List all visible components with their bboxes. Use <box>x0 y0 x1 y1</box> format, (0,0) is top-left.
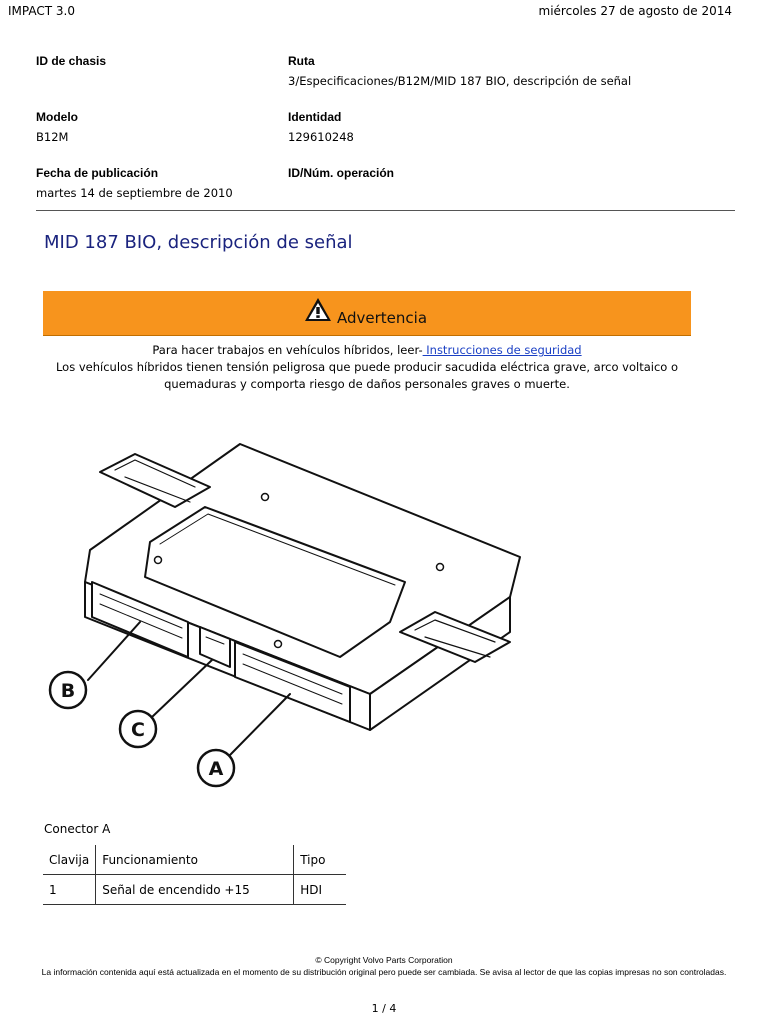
model-value: B12M <box>36 130 69 144</box>
page-title: MID 187 BIO, descripción de señal <box>44 232 353 253</box>
column-header-pin: Clavija <box>43 845 96 875</box>
warning-banner <box>43 291 691 336</box>
cell-type: HDI <box>300 882 323 897</box>
cell-function: Señal de encendido +15 <box>96 875 294 905</box>
disclaimer: La información contenida aquí está actualizada en el momento de su distribución original pero puede ser cambiada. Se avisa al lector de que las copias impresas no son controladas. <box>41 967 727 977</box>
page-number: 1 / 4 <box>371 1002 397 1015</box>
safety-instructions-link[interactable]: Instrucciones de seguridad <box>422 343 582 357</box>
warning-title: Advertencia <box>337 309 428 327</box>
identity-value: 129610248 <box>288 130 354 144</box>
chassis-label: ID de chasis <box>36 54 107 68</box>
document-metadata <box>36 54 736 222</box>
callout-b: B <box>60 680 76 702</box>
footer <box>30 954 738 978</box>
pubdate-label: Fecha de publicación <box>36 166 159 180</box>
warning-triangle-icon <box>304 297 332 323</box>
identity-label: Identidad <box>288 110 342 124</box>
callout-a: A <box>208 758 224 780</box>
route-label: Ruta <box>288 54 315 68</box>
app-name: IMPACT 3.0 <box>8 4 75 18</box>
column-header-type: Tipo <box>300 852 326 867</box>
print-date: miércoles 27 de agosto de 2014 <box>538 4 732 18</box>
warning-message <box>43 342 691 393</box>
column-header-function: Funcionamiento <box>96 845 294 875</box>
warning-line2: Los vehículos híbridos tienen tensión peligrosa que puede producir sacudida eléctrica grave, arco voltaico o quemaduras y comporta riesgo de daños personales graves o muerte. <box>55 360 679 391</box>
operation-label: ID/Núm. operación <box>288 166 395 180</box>
table-row <box>43 875 346 905</box>
connector-heading: Conector A <box>44 822 111 836</box>
table-header-row <box>43 845 346 875</box>
pin-table <box>43 845 346 905</box>
model-label: Modelo <box>36 110 78 124</box>
callout-c: C <box>131 719 145 741</box>
copyright-notice: © Copyright Volvo Parts Corporation <box>315 955 453 965</box>
cell-pin: 1 <box>43 875 96 905</box>
header-divider <box>36 210 735 211</box>
control-unit-illustration <box>40 432 540 792</box>
warning-line1: Para hacer trabajos en vehículos híbridos, leer- <box>152 343 423 357</box>
pubdate-value: martes 14 de septiembre de 2010 <box>36 186 233 200</box>
route-value: 3/Especificaciones/B12M/MID 187 BIO, descripción de señal <box>288 74 632 88</box>
